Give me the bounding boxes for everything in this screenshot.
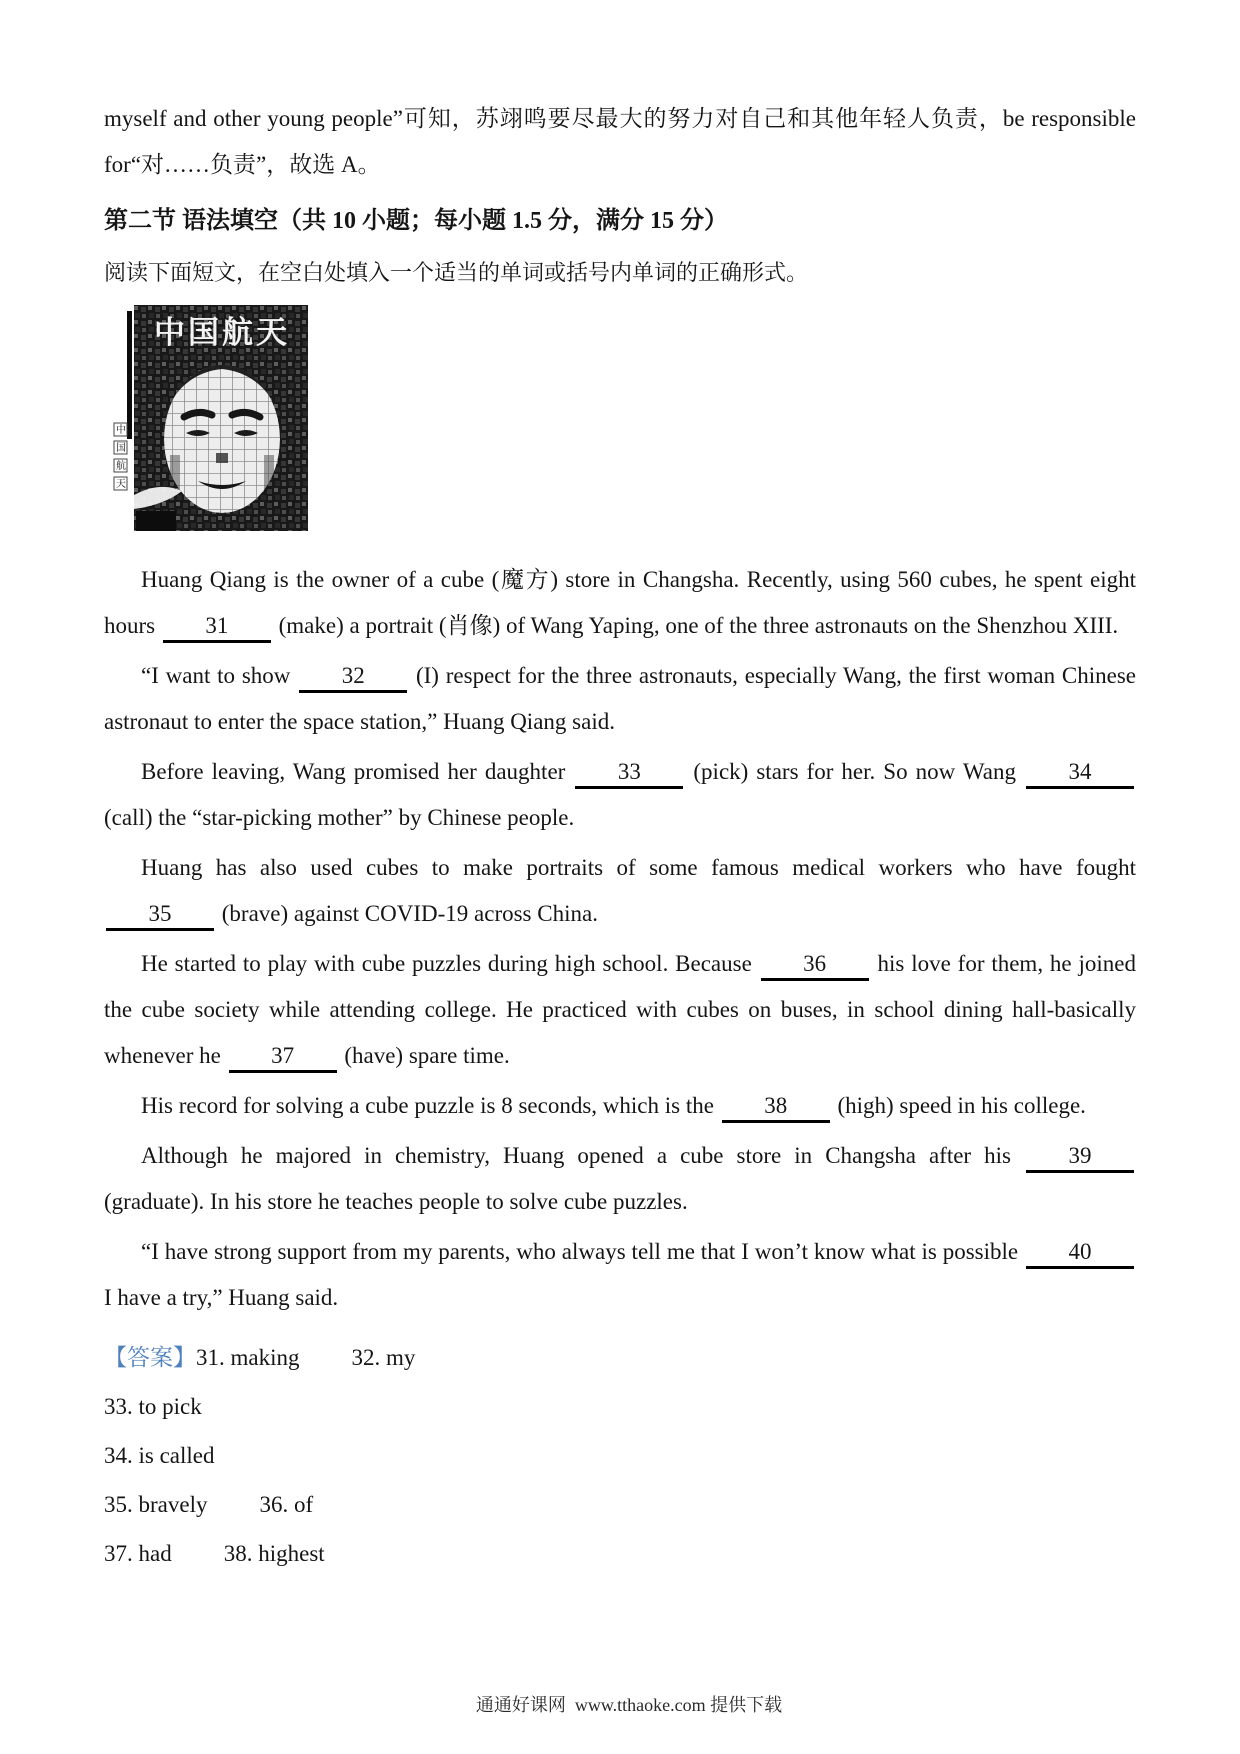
svg-text:中: 中 — [116, 425, 126, 436]
passage-paragraph: “I have strong support from my parents, who always tell me that I won’t know what is possible 40 I have a try,” Huang said. — [104, 1229, 1136, 1321]
passage-paragraph: He started to play with cube puzzles during high school. Because 36 his love for them, he joined the cube society while attending college. He practiced with cubes on buses, in school dining hall-basically whenever he 37 (have) spare time. — [104, 941, 1136, 1079]
passage-paragraph: Huang has also used cubes to make portraits of some famous medical workers who have fought 35 (brave) against COVID-19 across China. — [104, 845, 1136, 937]
cube-mosaic-portrait-figure — [112, 305, 308, 531]
blank-36: 36 — [761, 951, 869, 981]
answer-line — [104, 1382, 1136, 1431]
answer-explanation-text: myself and other young people”可知，苏翊鸣要尽最大的努力对自己和其他年轻人负责，be responsible for“对……负责”，故选 A。 — [104, 106, 1136, 177]
passage-paragraph: His record for solving a cube puzzle is 8 seconds, which is the 38 (high) speed in his college. — [104, 1083, 1136, 1129]
section-heading: 第二节 语法填空（共 10 小题；每小题 1.5 分，满分 15 分） — [104, 208, 728, 234]
blank-39: 39 — [1026, 1143, 1134, 1173]
answer-item: 38. highest — [223, 1541, 325, 1566]
answer-item: 36. of — [259, 1492, 314, 1517]
answer-item: 31. making — [196, 1345, 300, 1370]
cover-title-text: 中国航天 — [154, 315, 290, 351]
blank-33: 33 — [575, 759, 683, 789]
answer-item: 37. had — [104, 1541, 172, 1566]
answer-line — [104, 1333, 1136, 1382]
blank-31: 31 — [163, 613, 271, 643]
answers-label: 【答案】 — [104, 1345, 196, 1370]
answer-item: 34. is called — [104, 1443, 215, 1468]
passage-paragraph: “I want to show 32 (I) respect for the three astronauts, especially Wang, the first woman Chinese astronaut to enter the space station,” Huang Qiang said. — [104, 663, 1136, 734]
answer-item: 35. bravely — [104, 1492, 208, 1517]
passage-paragraph: Although he majored in chemistry, Huang opened a cube store in Changsha after his 39 (graduate). In his store he teaches people to solve cube puzzles. — [104, 1133, 1136, 1225]
blank-32: 32 — [299, 663, 407, 693]
blank-37: 37 — [229, 1043, 337, 1073]
answer-item: 33. to pick — [104, 1394, 202, 1419]
passage-paragraph: Before leaving, Wang promised her daughter 33 (pick) stars for her. So now Wang 34 (call) the “star-picking mother” by Chinese people. — [104, 749, 1136, 841]
blank-40: 40 — [1026, 1239, 1134, 1269]
svg-text:天: 天 — [116, 479, 126, 490]
answer-line — [104, 1480, 1136, 1529]
blank-34: 34 — [1026, 759, 1134, 789]
magazine-cover-image — [112, 305, 308, 531]
blank-35: 35 — [106, 901, 214, 931]
answers-section — [104, 1333, 1136, 1578]
svg-text:国: 国 — [116, 443, 126, 454]
answer-item: 32. my — [351, 1345, 416, 1370]
svg-text:航: 航 — [116, 461, 126, 472]
passage — [104, 557, 1136, 1321]
section-instruction: 阅读下面短文，在空白处填入一个适当的单词或括号内单词的正确形式。 — [104, 260, 809, 285]
answer-line — [104, 1431, 1136, 1480]
blank-38: 38 — [722, 1093, 830, 1123]
spine-bar — [127, 311, 132, 439]
footer-text: 通通好课网 www.tthaoke.com 提供下载 — [475, 1695, 783, 1715]
answer-line — [104, 1529, 1136, 1578]
page-footer — [0, 1670, 1240, 1738]
passage-paragraph: Huang Qiang is the owner of a cube (魔方) store in Changsha. Recently, using 560 cubes, he spent eight hours 31 (make) a portrait (肖像) of Wang Yaping, one of the three astronauts on the Shenzhou XIII. — [104, 557, 1136, 649]
